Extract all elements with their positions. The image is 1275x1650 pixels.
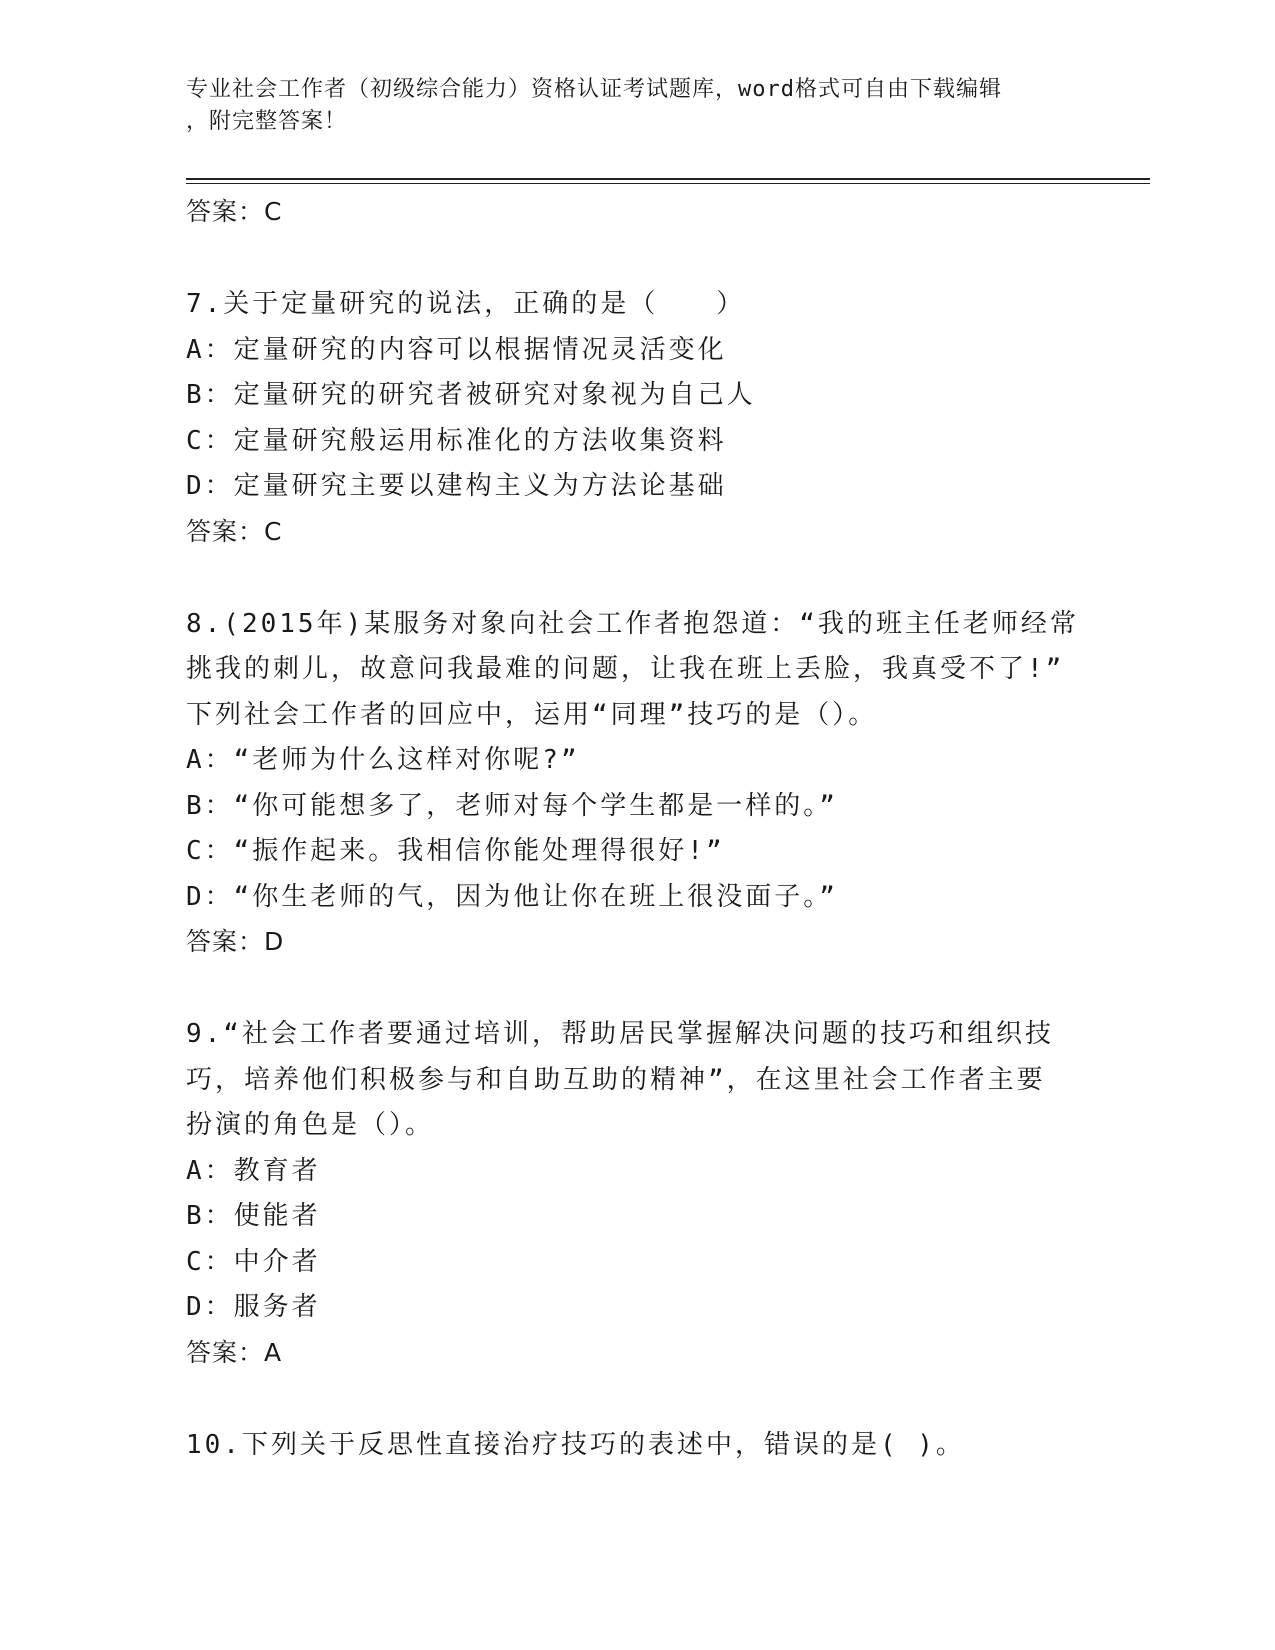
question-7-option-d: D：定量研究主要以建构主义为方法论基础 — [186, 471, 727, 501]
question-10 — [186, 1423, 1086, 1469]
question-10-stem: 10.下列关于反思性直接治疗技巧的表述中，错误的是( )。 — [186, 1429, 965, 1460]
question-9-stem-3: 扮演的角色是（）。 — [186, 1110, 435, 1140]
question-8-answer: 答案：D — [186, 927, 285, 956]
answer-prev: 答案：C — [186, 197, 283, 226]
header-line-1: 专业社会工作者（初级综合能力）资格认证考试题库，word格式可自由下载编辑 — [186, 77, 1002, 102]
spacer — [186, 964, 1086, 1012]
question-8-stem-3: 下列社会工作者的回应中，运用“同理”技巧的是（）。 — [186, 699, 878, 730]
question-7-option-a: A：定量研究的内容可以根据情况灵活变化 — [186, 334, 727, 365]
spacer — [186, 234, 1086, 282]
question-7 — [186, 282, 1086, 554]
spacer — [186, 554, 1086, 602]
question-7-option-b: B：定量研究的研究者被研究对象视为自己人 — [186, 380, 756, 410]
question-7-option-c: C：定量研究般运用标准化的方法收集资料 — [186, 425, 727, 456]
question-list — [186, 190, 1086, 1468]
question-7-answer: 答案：C — [186, 516, 283, 546]
question-9 — [186, 1012, 1086, 1375]
question-8-option-a: A：“老师为什么这样对你呢?” — [186, 745, 580, 775]
question-8 — [186, 602, 1086, 965]
page-header — [186, 74, 1066, 138]
question-8-option-b: B：“你可能想多了，老师对每个学生都是一样的。” — [186, 790, 838, 821]
header-rule-thin — [186, 183, 1150, 184]
question-9-stem-2: 巧，培养他们积极参与和自助互助的精神”，在这里社会工作者主要 — [186, 1064, 1046, 1095]
header-line-2: ，附完整答案！ — [186, 109, 348, 134]
spacer — [186, 1375, 1086, 1423]
question-9-option-a: A：教育者 — [186, 1155, 321, 1186]
question-9-option-c: C：中介者 — [186, 1246, 321, 1277]
question-8-option-d: D：“你生老师的气，因为他让你在班上很没面子。” — [186, 881, 838, 912]
header-rule-thick — [186, 178, 1150, 180]
question-9-option-b: B：使能者 — [186, 1201, 321, 1231]
question-7-stem: 7.关于定量研究的说法，正确的是（ ） — [186, 289, 746, 319]
question-9-answer: 答案：A — [186, 1337, 283, 1367]
question-8-stem-1: 8.(2015年)某服务对象向社会工作者抱怨道：“我的班主任老师经常 — [186, 608, 1079, 639]
question-8-stem-2: 挑我的刺儿，故意问我最难的问题，让我在班上丢脸，我真受不了!” — [186, 654, 1065, 684]
question-9-stem-1: 9.“社会工作者要通过培训，帮助居民掌握解决问题的技巧和组织技 — [186, 1019, 1054, 1049]
question-9-option-d: D：服务者 — [186, 1292, 321, 1322]
question-8-option-c: C：“振作起来。我相信你能处理得很好!” — [186, 836, 725, 866]
